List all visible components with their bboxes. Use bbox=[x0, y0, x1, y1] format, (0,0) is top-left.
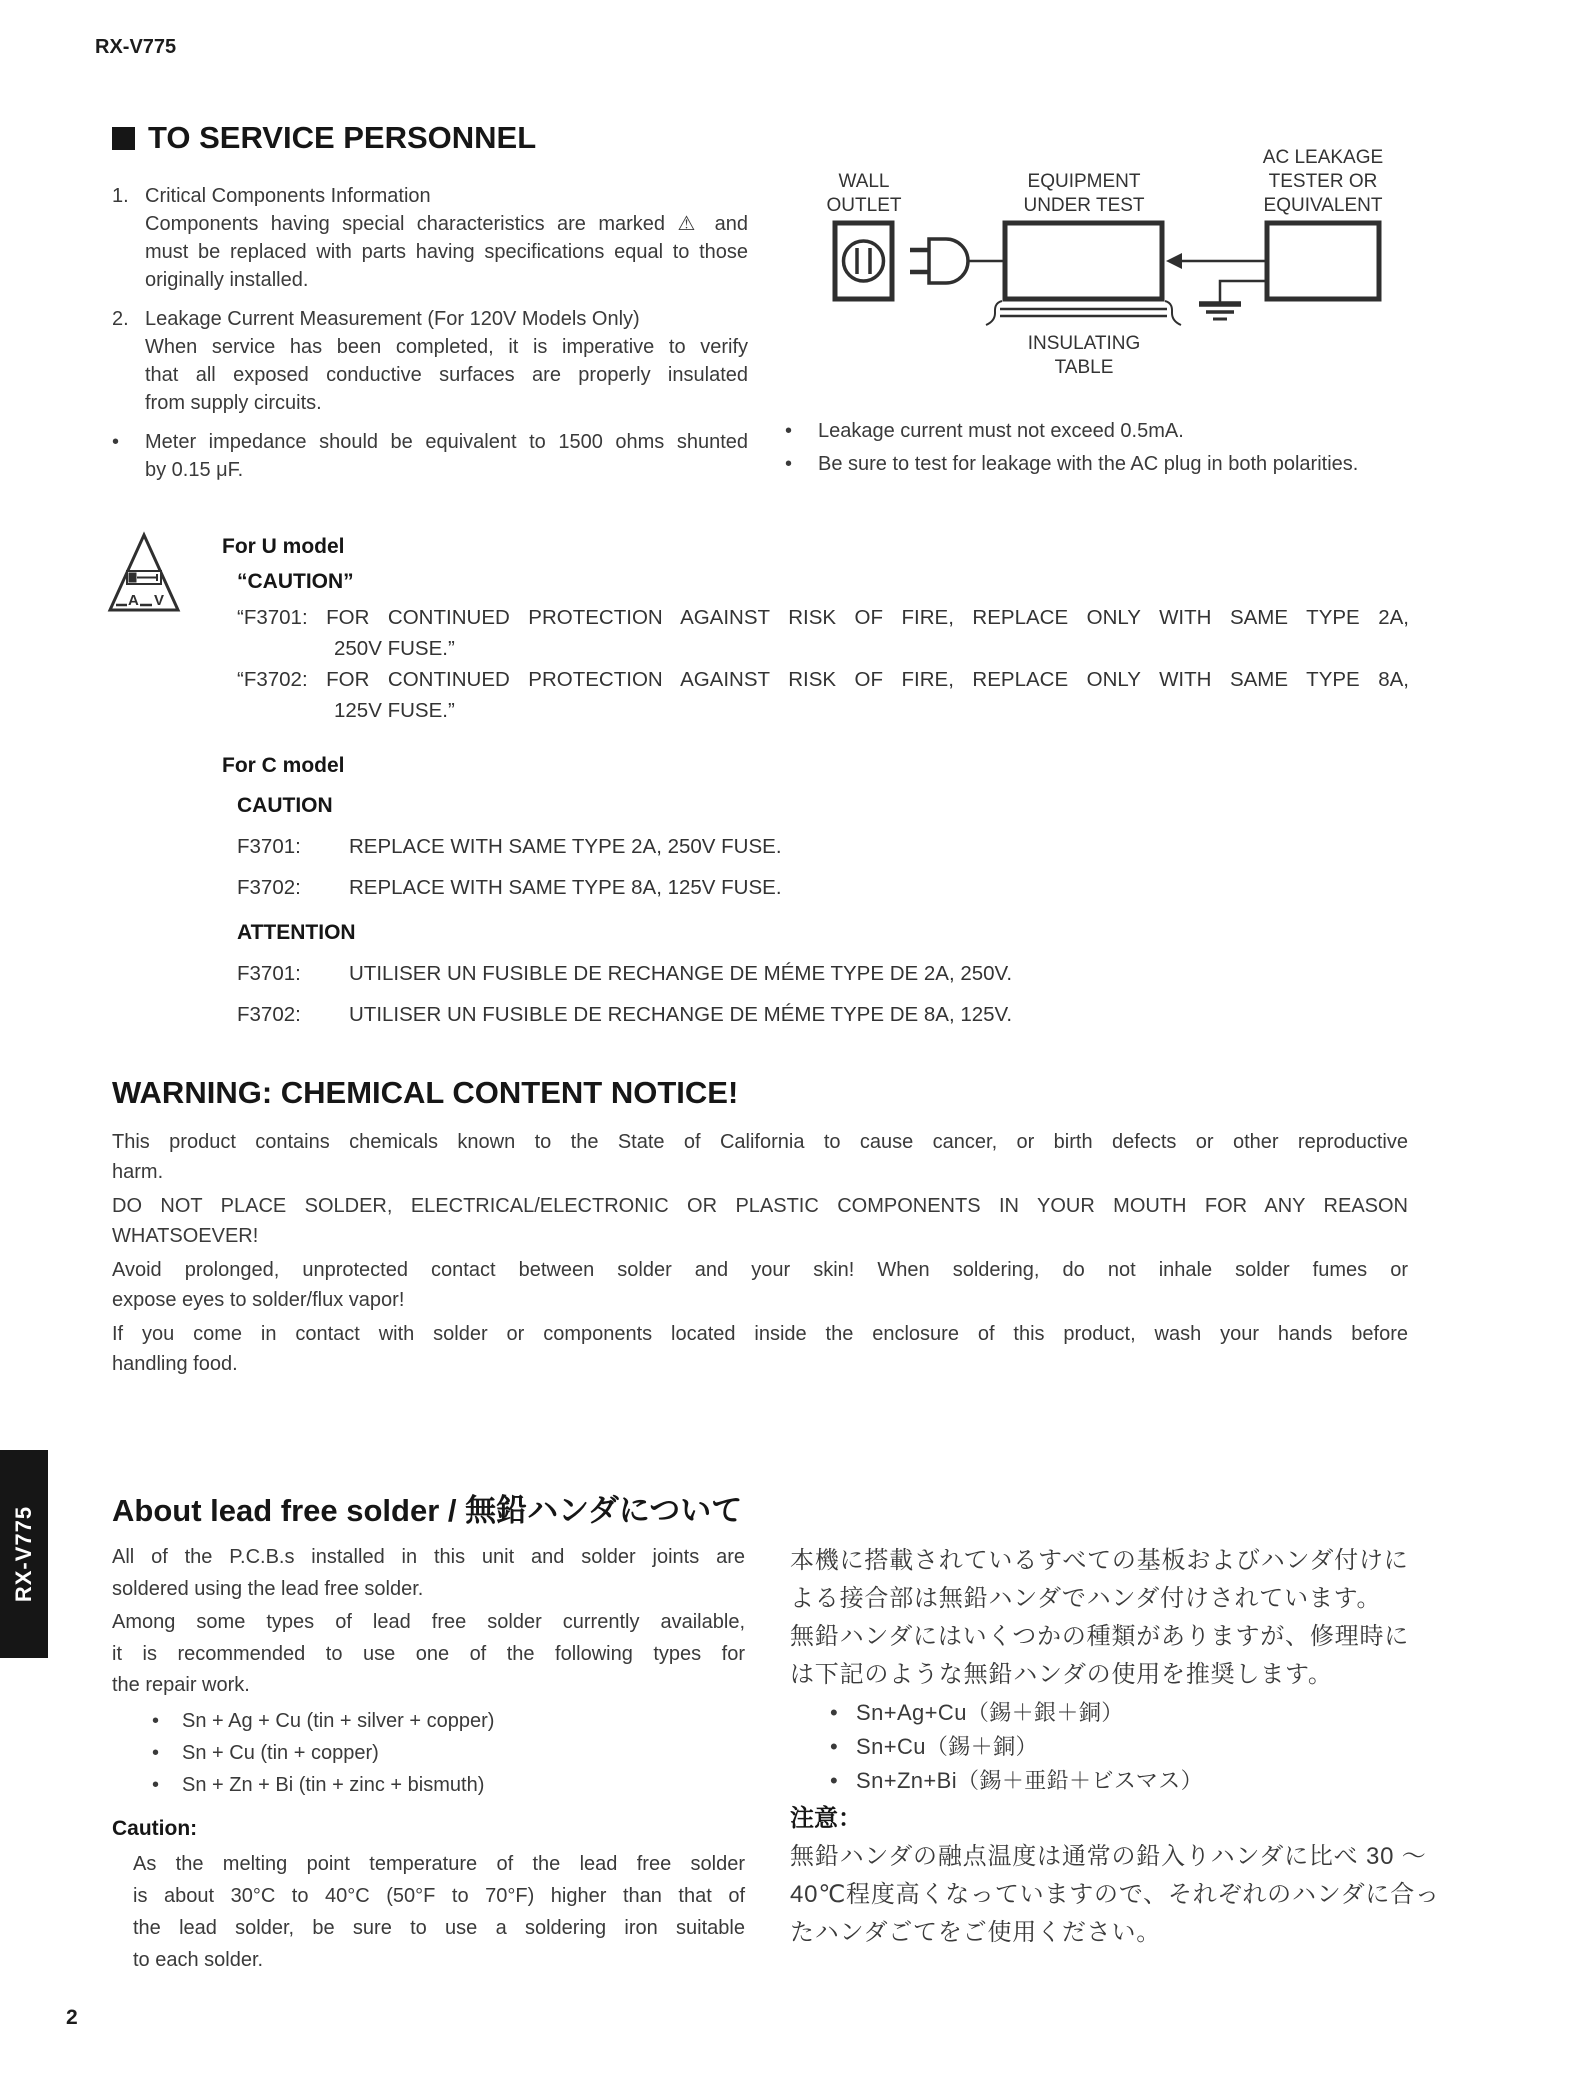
chemical-warning-section bbox=[112, 1075, 1408, 1379]
u-model-statements bbox=[237, 602, 1409, 726]
fuse-row bbox=[237, 831, 1412, 863]
note-text: Leakage current must not exceed 0.5mA. bbox=[818, 420, 1184, 442]
list-item bbox=[785, 415, 1427, 448]
c-model-heading: For C model bbox=[222, 754, 345, 777]
service-section-title bbox=[112, 120, 536, 156]
item-text-line: Meter impedance should be equivalent to 1500 ohms shunted bbox=[145, 431, 748, 453]
bullet-marker: • bbox=[152, 1709, 160, 1732]
solder-english-column bbox=[112, 1542, 745, 1976]
page-number: 2 bbox=[66, 2006, 78, 2029]
list-item: • Sn+Ag+Cu（錫＋銀＋銅） bbox=[790, 1696, 1450, 1730]
warning-paragraph: DO NOT PLACE SOLDER, ELECTRICAL/ELECTRONIC OR PLASTIC COMPONENTS IN YOUR MOUTH FOR ANY REASON WHATSOEVER! bbox=[112, 1195, 1408, 1247]
u-model-heading: For U model bbox=[222, 535, 345, 558]
plug-icon bbox=[910, 239, 1005, 283]
item-title: Leakage Current Measurement (For 120V Models Only) bbox=[145, 308, 640, 330]
fuse-code: F3701: bbox=[237, 962, 301, 985]
sidebar-model-label: RX-V775 bbox=[11, 1505, 36, 1603]
solder-type-list bbox=[112, 1705, 745, 1801]
equipment-box bbox=[1005, 223, 1162, 299]
list-item: • Sn + Ag + Cu (tin + silver + copper) bbox=[112, 1705, 745, 1737]
warning-paragraph: Avoid prolonged, unprotected contact between solder and your skin! When soldering, do not inhale solder fumes or expose eyes to solder/flux vapor! bbox=[112, 1259, 1408, 1311]
fuse-statement-line: “F3701: FOR CONTINUED PROTECTION AGAINST RISK OF FIRE, REPLACE ONLY WITH SAME TYPE 2A, bbox=[237, 606, 1409, 629]
list-item: • Sn + Zn + Bi (tin + zinc + bismuth) bbox=[112, 1769, 745, 1801]
solder-caution-paragraph: As the melting point temperature of the lead free solder is about 30°C to 40°C (50°F to 70°F) higher than that of the lead solder, be sure to use a soldering iron suitable to each solder. bbox=[133, 1852, 745, 1971]
item-text-line: that all exposed conductive surfaces are properly insulated bbox=[145, 364, 748, 386]
tester-box bbox=[1267, 223, 1379, 299]
solder-caution-label: Caution: bbox=[112, 1816, 198, 1840]
u-model-section bbox=[222, 534, 1409, 726]
solder-paragraph-ja: 本機に搭載されているすべての基板およびハンダ付けに よる接合部は無鉛ハンダでハンダ付けされています。 bbox=[790, 1547, 1409, 1612]
fuse-code: F3702: bbox=[237, 876, 301, 899]
solder-section-title: About lead free solder / 無鉛ハンダについて bbox=[112, 1493, 743, 1528]
bullet-marker: • bbox=[830, 1768, 839, 1793]
warning-paragraph: If you come in contact with solder or components located inside the enclosure of this product, wash your hands before handling food. bbox=[112, 1323, 1408, 1375]
warning-paragraph: This product contains chemicals known to the State of California to cause cancer, or birth defects or other reproductive harm. bbox=[112, 1131, 1408, 1183]
solder-paragraph-ja: 無鉛ハンダにはいくつかの種類がありますが、修理時に は下記のような無鉛ハンダの使用を推奨します。 bbox=[790, 1623, 1410, 1688]
ac-leakage-tester-label: AC LEAKAGE TESTER OR EQUIVALENT bbox=[1262, 147, 1384, 216]
fuse-text: REPLACE WITH SAME TYPE 2A, 250V FUSE. bbox=[349, 835, 782, 858]
item-text-line: by 0.15 μF. bbox=[145, 459, 244, 481]
c-model-caution-label: CAUTION bbox=[237, 794, 333, 817]
fuse-warning-triangle-icon bbox=[106, 531, 182, 615]
list-item bbox=[112, 182, 748, 294]
fuse-statement-line: 125V FUSE.” bbox=[334, 699, 455, 722]
wall-outlet-label: WALL OUTLET bbox=[826, 171, 902, 216]
equipment-under-test-label: EQUIPMENT UNDER TEST bbox=[1023, 171, 1145, 216]
solder-note-ja: 無鉛ハンダの融点温度は通常の鉛入りハンダに比べ 30 ～ 40℃程度高くなっていますので、それぞれのハンダに合っ たハンダごてをご使用ください。 bbox=[790, 1843, 1440, 1946]
solder-japanese-column bbox=[790, 1542, 1450, 1952]
list-item: • Sn+Cu（錫＋銅） bbox=[790, 1730, 1450, 1764]
list-item bbox=[785, 448, 1427, 481]
page-header-model: RX-V775 bbox=[95, 36, 177, 58]
u-model-caution-label: “CAUTION” bbox=[237, 570, 354, 593]
item-text-line: Components having special characteristics are marked ⚠ and bbox=[145, 213, 748, 235]
c-model-section bbox=[222, 753, 1412, 1040]
solder-type-list-ja bbox=[790, 1696, 1450, 1798]
fuse-row bbox=[237, 999, 1412, 1031]
bullet-marker: • bbox=[152, 1773, 160, 1796]
list-item: • Sn + Cu (tin + copper) bbox=[112, 1737, 745, 1769]
fuse-text: UTILISER UN FUSIBLE DE RECHANGE DE MÉME TYPE DE 8A, 125V. bbox=[349, 1003, 1013, 1026]
item-text-line: When service has been completed, it is imperative to verify bbox=[145, 336, 748, 358]
fuse-statement-line: “F3702: FOR CONTINUED PROTECTION AGAINST RISK OF FIRE, REPLACE ONLY WITH SAME TYPE 8A, bbox=[237, 668, 1409, 691]
svg-text:V: V bbox=[154, 592, 165, 609]
fuse-code: F3701: bbox=[237, 835, 301, 858]
fuse-statement-line: 250V FUSE.” bbox=[334, 637, 455, 660]
insulating-table-label: INSULATING TABLE bbox=[1027, 333, 1141, 378]
c-model-attention-label: ATTENTION bbox=[237, 921, 356, 944]
tester-to-equipment-arrow bbox=[1166, 253, 1267, 269]
fuse-text: REPLACE WITH SAME TYPE 8A, 125V FUSE. bbox=[349, 876, 782, 899]
solder-note-label-ja: 注意： bbox=[790, 1805, 862, 1832]
bullet-marker: • bbox=[112, 431, 120, 453]
solder-paragraph: All of the P.C.B.s installed in this unit and solder joints are soldered using the lead free solder. bbox=[112, 1546, 745, 1600]
fuse-row bbox=[237, 958, 1412, 990]
svg-text:A: A bbox=[128, 592, 139, 609]
item-title: Critical Components Information bbox=[145, 185, 431, 207]
fuse-row bbox=[237, 872, 1412, 904]
insulating-table-symbol bbox=[986, 301, 1181, 325]
list-item bbox=[112, 305, 748, 417]
item-number: 2. bbox=[112, 308, 129, 330]
bullet-marker: • bbox=[830, 1700, 839, 1725]
note-text: Be sure to test for leakage with the AC plug in both polarities. bbox=[818, 453, 1359, 475]
fuse-code: F3702: bbox=[237, 1003, 301, 1026]
ground-icon bbox=[1199, 281, 1267, 319]
list-item: • Sn+Zn+Bi（錫＋亜鉛＋ビスマス） bbox=[790, 1764, 1450, 1798]
leakage-notes bbox=[785, 415, 1427, 481]
list-item bbox=[112, 428, 748, 484]
sidebar-model-tab bbox=[0, 1450, 48, 1658]
wall-outlet-symbol bbox=[835, 223, 892, 299]
fuse-text: UTILISER UN FUSIBLE DE RECHANGE DE MÉME TYPE DE 2A, 250V. bbox=[349, 962, 1013, 985]
chemical-warning-title: WARNING: CHEMICAL CONTENT NOTICE! bbox=[112, 1075, 739, 1110]
solder-paragraph: Among some types of lead free solder currently available, it is recommended to use one of the following types for the repair work. bbox=[112, 1611, 745, 1696]
item-text-line: originally installed. bbox=[145, 269, 309, 291]
square-bullet-icon bbox=[112, 127, 135, 150]
service-instructions-list bbox=[112, 182, 748, 495]
diagram-graphics bbox=[780, 142, 1420, 442]
item-number: 1. bbox=[112, 185, 129, 207]
item-text-line: from supply circuits. bbox=[145, 392, 322, 414]
bullet-marker: • bbox=[785, 453, 793, 475]
item-text-line: must be replaced with parts having specifications equal to those bbox=[145, 241, 748, 263]
bullet-marker: • bbox=[152, 1741, 160, 1764]
bullet-marker: • bbox=[830, 1734, 839, 1759]
leakage-test-diagram bbox=[780, 142, 1420, 442]
bullet-marker: • bbox=[785, 420, 793, 442]
section-title-text: TO SERVICE PERSONNEL bbox=[148, 120, 537, 155]
